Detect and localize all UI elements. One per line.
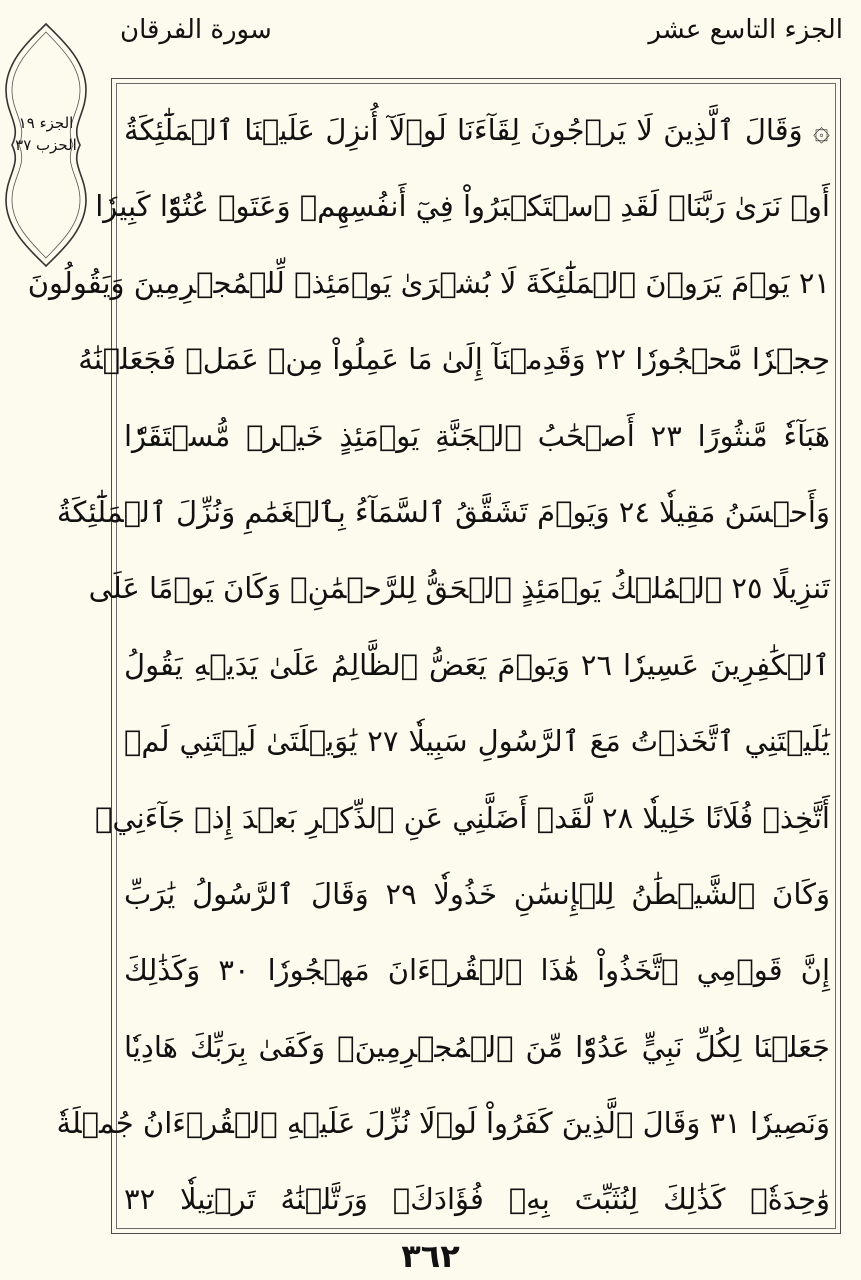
text-line: ۞ وَقَالَ ٱلَّذِينَ لَا يَرۡجُونَ لِقَآءَنَا لَوۡلَآ أُنزِلَ عَلَيۡنَا ٱلۡمَلَٰٓئِكَةُ — [124, 113, 830, 147]
text-line: وَأَحۡسَنُ مَقِيلٗا ٢٤ وَيَوۡمَ تَشَقَّقُ ٱلسَّمَآءُ بِٱلۡغَمَٰمِ وَنُزِّلَ ٱلۡمَلَٰٓئِكَةُ — [56, 494, 830, 529]
text-line: يَٰلَيۡتَنِي ٱتَّخَذۡتُ مَعَ ٱلرَّسُولِ سَبِيلٗا ٢٧ يَٰوَيۡلَتَىٰ لَيۡتَنِي لَمۡ — [124, 724, 830, 759]
hizb-marker — [0, 20, 92, 270]
juz-title: الجزء التاسع عشر — [648, 15, 843, 45]
text-line: ٢١ يَوۡمَ يَرَوۡنَ ٱلۡمَلَٰٓئِكَةَ لَا بُشۡرَىٰ يَوۡمَئِذٖ لِّلۡمُجۡرِمِينَ وَيَقُولُونَ — [27, 265, 830, 300]
text-line: تَنزِيلًا ٢٥ ٱلۡمُلۡكُ يَوۡمَئِذٍ ٱلۡحَقُّ لِلرَّحۡمَٰنِۚ وَكَانَ يَوۡمًا عَلَى — [88, 571, 830, 606]
text-line: وَنَصِيرٗا ٣١ وَقَالَ ٱلَّذِينَ كَفَرُواْ لَوۡلَا نُزِّلَ عَلَيۡهِ ٱلۡقُرۡءَانُ جُمۡلَةٗ — [56, 1106, 830, 1141]
text-line: جَعَلۡنَا لِكُلِّ نَبِيٍّ عَدُوّٗا مِّنَ ٱلۡمُجۡرِمِينَۗ وَكَفَىٰ بِرَبِّكَ هَادِيٗا — [124, 1029, 830, 1064]
juz-number: الجزء ١٩ — [18, 114, 74, 132]
text-line: أَتَّخِذۡ فُلَانًا خَلِيلٗا ٢٨ لَّقَدۡ أَضَلَّنِي عَنِ ٱلذِّكۡرِ بَعۡدَ إِذۡ جَآءَنِيۗ — [95, 800, 830, 835]
hizb-number: الحزب ٣٧ — [15, 136, 77, 154]
text-line: ٱلۡكَٰفِرِينَ عَسِيرٗا ٢٦ وَيَوۡمَ يَعَضُّ ٱلظَّالِمُ عَلَىٰ يَدَيۡهِ يَقُولُ — [124, 647, 831, 682]
text-line: وَٰحِدَةٗۚ كَذَٰلِكَ لِنُثَبِّتَ بِهِۦ فُؤَادَكَۖ وَرَتَّلۡنَٰهُ تَرۡتِيلٗا ٣٢ — [124, 1182, 830, 1217]
text-line: أَوۡ نَرَىٰ رَبَّنَاۗ لَقَدِ ٱسۡتَكۡبَرُواْ فِيٓ أَنفُسِهِمۡ وَعَتَوۡ عُتُوّٗا كَبِيرٗا — [95, 189, 830, 224]
text-line: هَبَآءٗ مَّنثُورًا ٢٣ أَصۡحَٰبُ ٱلۡجَنَّةِ يَوۡمَئِذٍ خَيۡرٞ مُّسۡتَقَرّٗا — [124, 418, 830, 453]
surah-title: سورة الفرقان — [120, 15, 272, 45]
text-line: حِجۡرٗا مَّحۡجُورٗا ٢٢ وَقَدِمۡنَآ إِلَىٰ مَا عَمِلُواْ مِنۡ عَمَلٖ فَجَعَلۡنَٰهُ — [78, 342, 830, 377]
text-line: إِنَّ قَوۡمِي ٱتَّخَذُواْ هَٰذَا ٱلۡقُرۡءَانَ مَهۡجُورٗا ٣٠ وَكَذَٰلِكَ — [124, 953, 831, 988]
text-line: وَكَانَ ٱلشَّيۡطَٰنُ لِلۡإِنسَٰنِ خَذُولٗا ٢٩ وَقَالَ ٱلرَّسُولُ يَٰرَبِّ — [124, 876, 830, 911]
page-number: ٣٦٢ — [401, 1237, 460, 1275]
